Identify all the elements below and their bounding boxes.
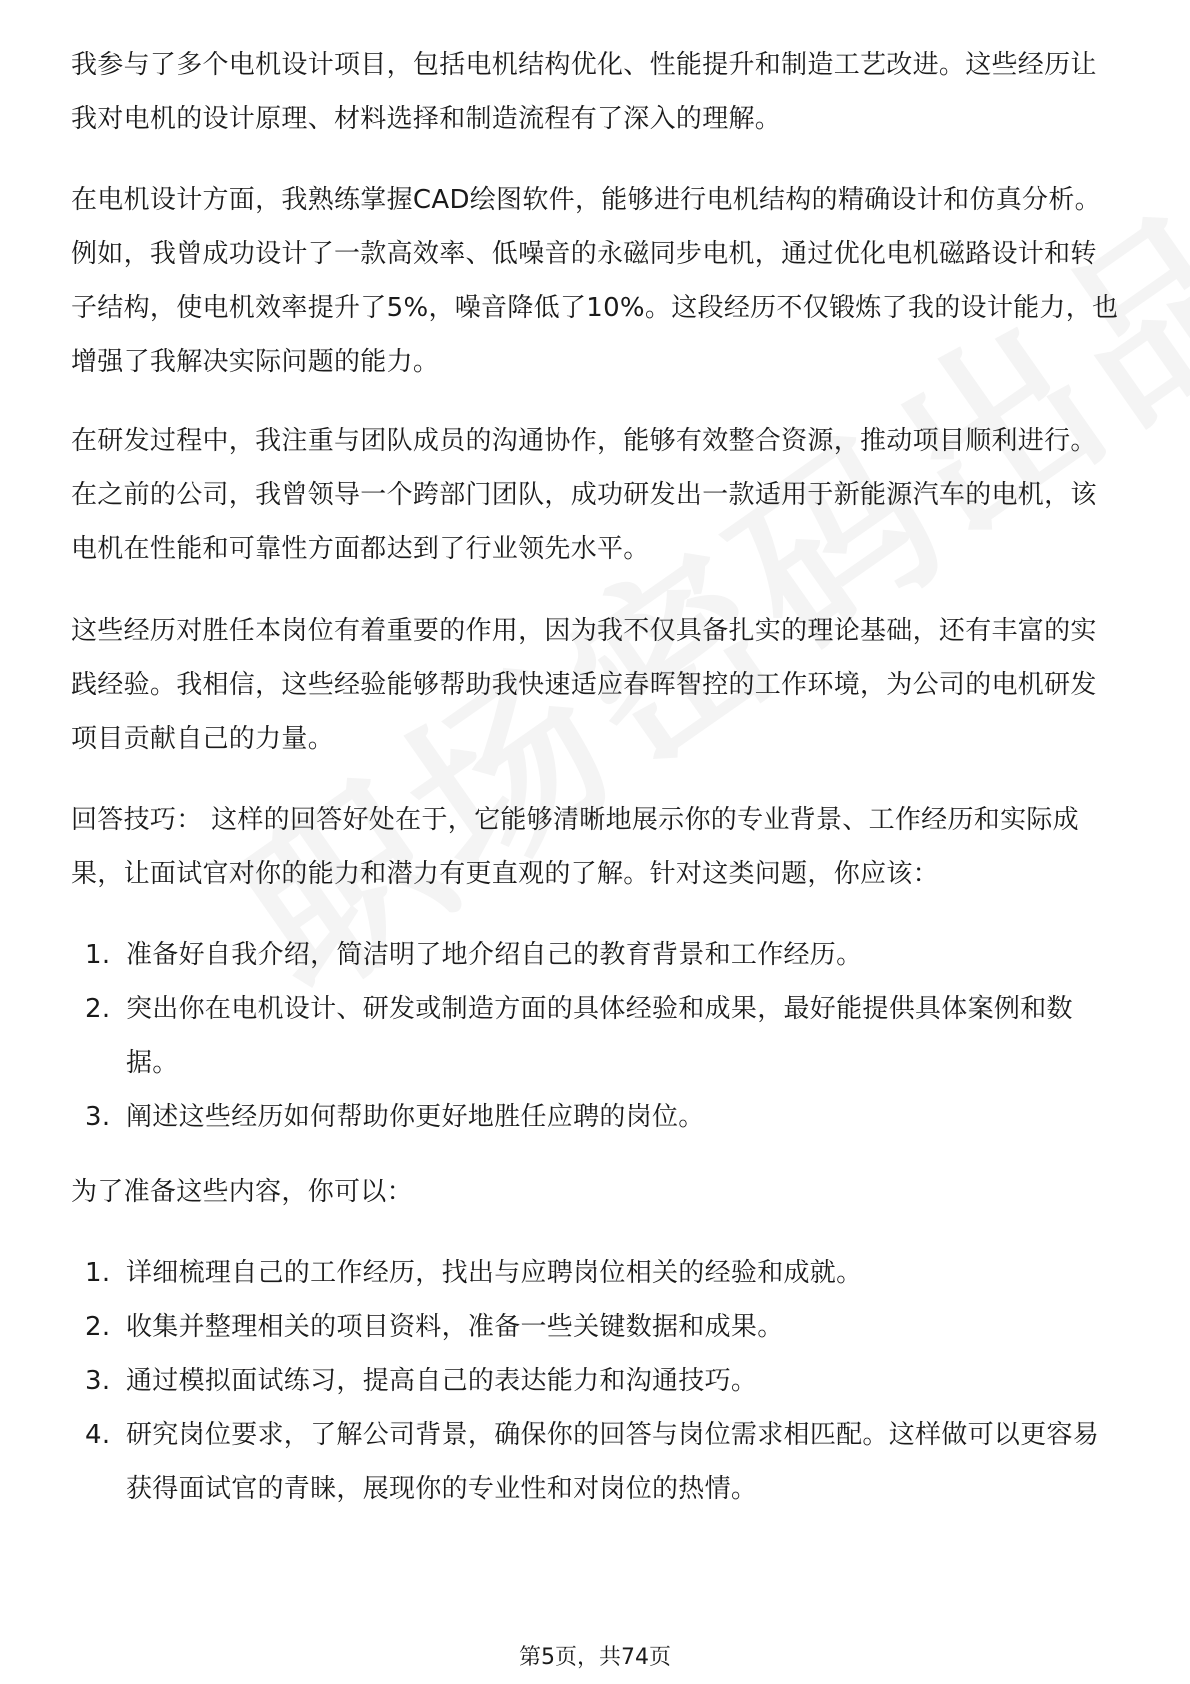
paragraph-3: 在研发过程中，我注重与团队成员的沟通协作，能够有效整合资源，推动项目顺利进行。在之前的公司，我曾领导一个跨部门团队，成功研发出一款适用于新能源汽车的电机，该电机在性能和可靠性方面都达到了行业领先水平。 (71, 426, 1097, 564)
list-item (71, 982, 1121, 1090)
prepare-list (71, 1246, 1121, 1516)
tips-list (71, 928, 1121, 1144)
list-item (71, 1300, 1121, 1354)
list-item-text: 研究岗位要求，了解公司背景，确保你的回答与岗位需求相匹配。这样做可以更容易获得面试官的青睐，展现你的专业性和对岗位的热情。 (126, 1420, 1100, 1504)
paragraph-4: 这些经历对胜任本岗位有着重要的作用，因为我不仅具备扎实的理论基础，还有丰富的实践经验。我相信，这些经验能够帮助我快速适应春晖智控的工作环境，为公司的电机研发项目贡献自己的力量。 (71, 616, 1097, 754)
list-item-text: 阐述这些经历如何帮助你更好地胜任应聘的岗位。 (126, 1102, 705, 1132)
list-number: 4. (85, 1420, 111, 1450)
paragraph-prepare: 为了准备这些内容，你可以： (71, 1177, 413, 1207)
list-item-text: 收集并整理相关的项目资料，准备一些关键数据和成果。 (126, 1312, 784, 1342)
list-item (71, 1090, 1121, 1144)
list-item-text: 突出你在电机设计、研发或制造方面的具体经验和成果，最好能提供具体案例和数据。 (126, 994, 1073, 1078)
list-item (71, 1408, 1121, 1516)
list-item-text: 详细梳理自己的工作经历，找出与应聘岗位相关的经验和成就。 (126, 1258, 863, 1288)
list-number: 2. (85, 994, 111, 1024)
list-number: 1. (85, 940, 111, 970)
page-footer: 第5页，共74页 (519, 1645, 671, 1670)
list-item (71, 1246, 1121, 1300)
paragraph-tips: 回答技巧： 这样的回答好处在于，它能够清晰地展示你的专业背景、工作经历和实际成果，让面试官对你的能力和潜力有更直观的了解。针对这类问题，你应该： (71, 805, 1079, 889)
list-item-text: 通过模拟面试练习，提高自己的表达能力和沟通技巧。 (126, 1366, 758, 1396)
list-number: 3. (85, 1366, 111, 1396)
paragraph-1: 我参与了多个电机设计项目，包括电机结构优化、性能提升和制造工艺改进。这些经历让我对电机的设计原理、材料选择和制造流程有了深入的理解。 (71, 50, 1097, 134)
list-item-text: 准备好自我介绍，简洁明了地介绍自己的教育背景和工作经历。 (126, 940, 863, 970)
list-number: 1. (85, 1258, 111, 1288)
list-item (71, 1354, 1121, 1408)
list-item (71, 928, 1121, 982)
paragraph-2: 在电机设计方面，我熟练掌握CAD绘图软件，能够进行电机结构的精确设计和仿真分析。例如，我曾成功设计了一款高效率、低噪音的永磁同步电机，通过优化电机磁路设计和转子结构，使电机效率提升了5%，噪音降低了10%。这段经历不仅锻炼了我的设计能力，也增强了我解决实际问题的能力。 (71, 185, 1119, 377)
list-number: 3. (85, 1102, 111, 1132)
list-number: 2. (85, 1312, 111, 1342)
